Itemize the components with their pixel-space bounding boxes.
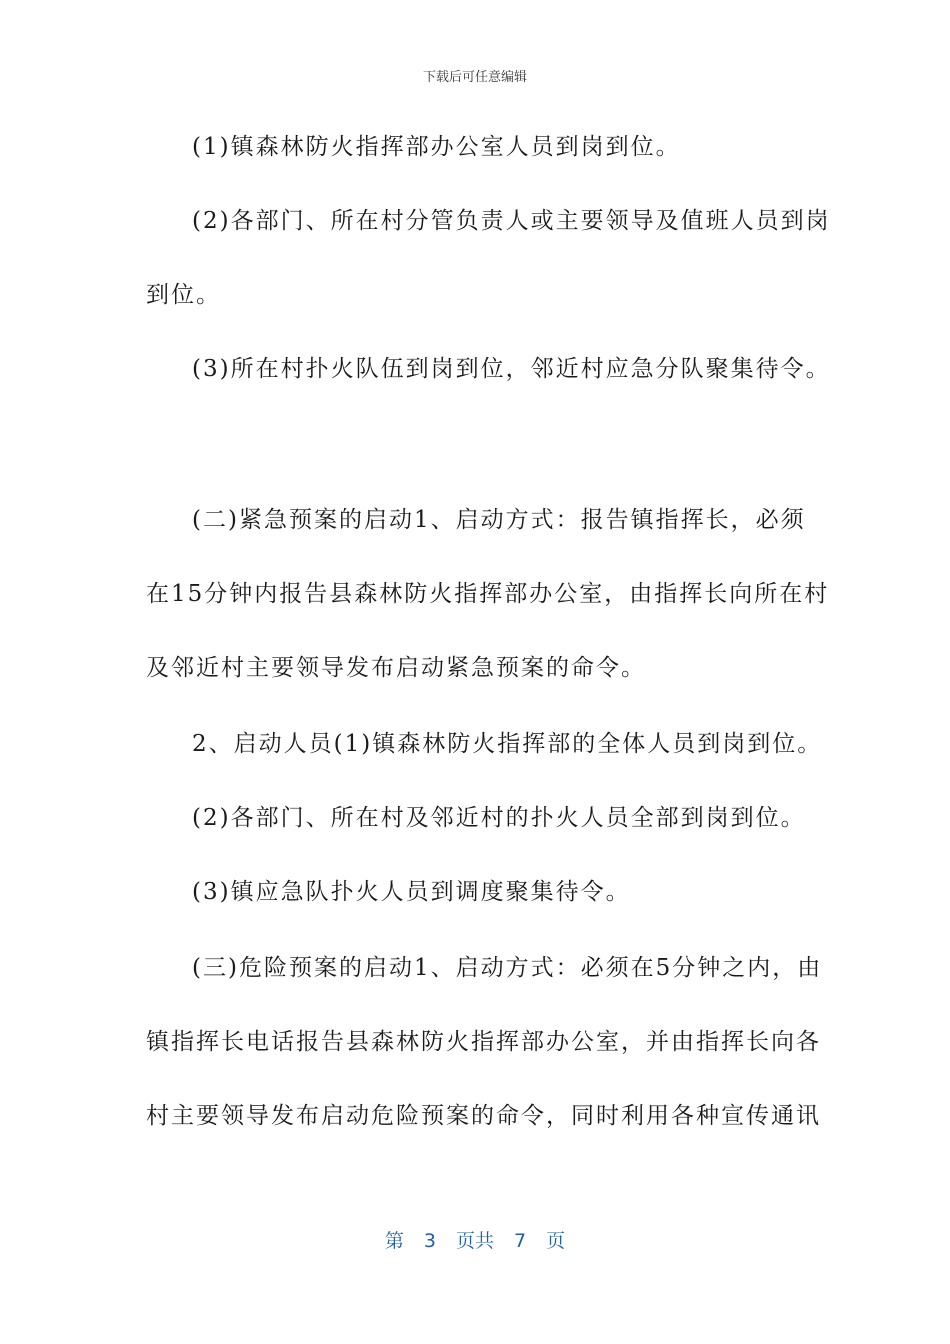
- paragraph-line: (3)所在村扑火队伍到岗到位，邻近村应急分队聚集待令。: [192, 356, 831, 382]
- paragraph-line: 2、启动人员(1)镇森林防火指挥部的全体人员到岗到位。: [192, 731, 823, 757]
- page-footer: [0, 1226, 950, 1253]
- page-label-prefix: 第: [384, 1230, 404, 1252]
- paragraph-line: (2)各部门、所在村及邻近村的扑火人员全部到岗到位。: [192, 805, 806, 831]
- page-label-suffix: 页: [546, 1230, 566, 1252]
- paragraph-line: (3)镇应急队扑火人员到调度聚集待令。: [192, 879, 631, 905]
- current-page-number: 3: [423, 1230, 436, 1252]
- total-pages-number: 7: [514, 1230, 527, 1252]
- paragraph-line: (二)紧急预案的启动1、启动方式：报告镇指挥长，必须: [192, 507, 806, 533]
- paragraph-line: 村主要领导发布启动危险预案的命令，同时利用各种宣传通讯: [146, 1103, 821, 1129]
- paragraph-line: 镇指挥长电话报告县森林防火指挥部办公室，并由指挥长向各: [146, 1029, 821, 1055]
- paragraph-line: (1)镇森林防火指挥部办公室人员到岗到位。: [192, 134, 681, 160]
- paragraph-line: 及邻近村主要领导发布启动紧急预案的命令。: [146, 655, 646, 681]
- paragraph-line: (三)危险预案的启动1、启动方式：必须在5分钟之内，由: [192, 955, 823, 981]
- header-note: 下载后可任意编辑: [422, 70, 527, 85]
- paragraph-line: (2)各部门、所在村分管负责人或主要领导及值班人员到岗: [192, 208, 831, 234]
- page-label-mid: 页共: [455, 1230, 494, 1252]
- paragraph-line: 在15分钟内报告县森林防火指挥部办公室，由指挥长向所在村: [146, 581, 830, 607]
- paragraph-line: 到位。: [146, 282, 221, 308]
